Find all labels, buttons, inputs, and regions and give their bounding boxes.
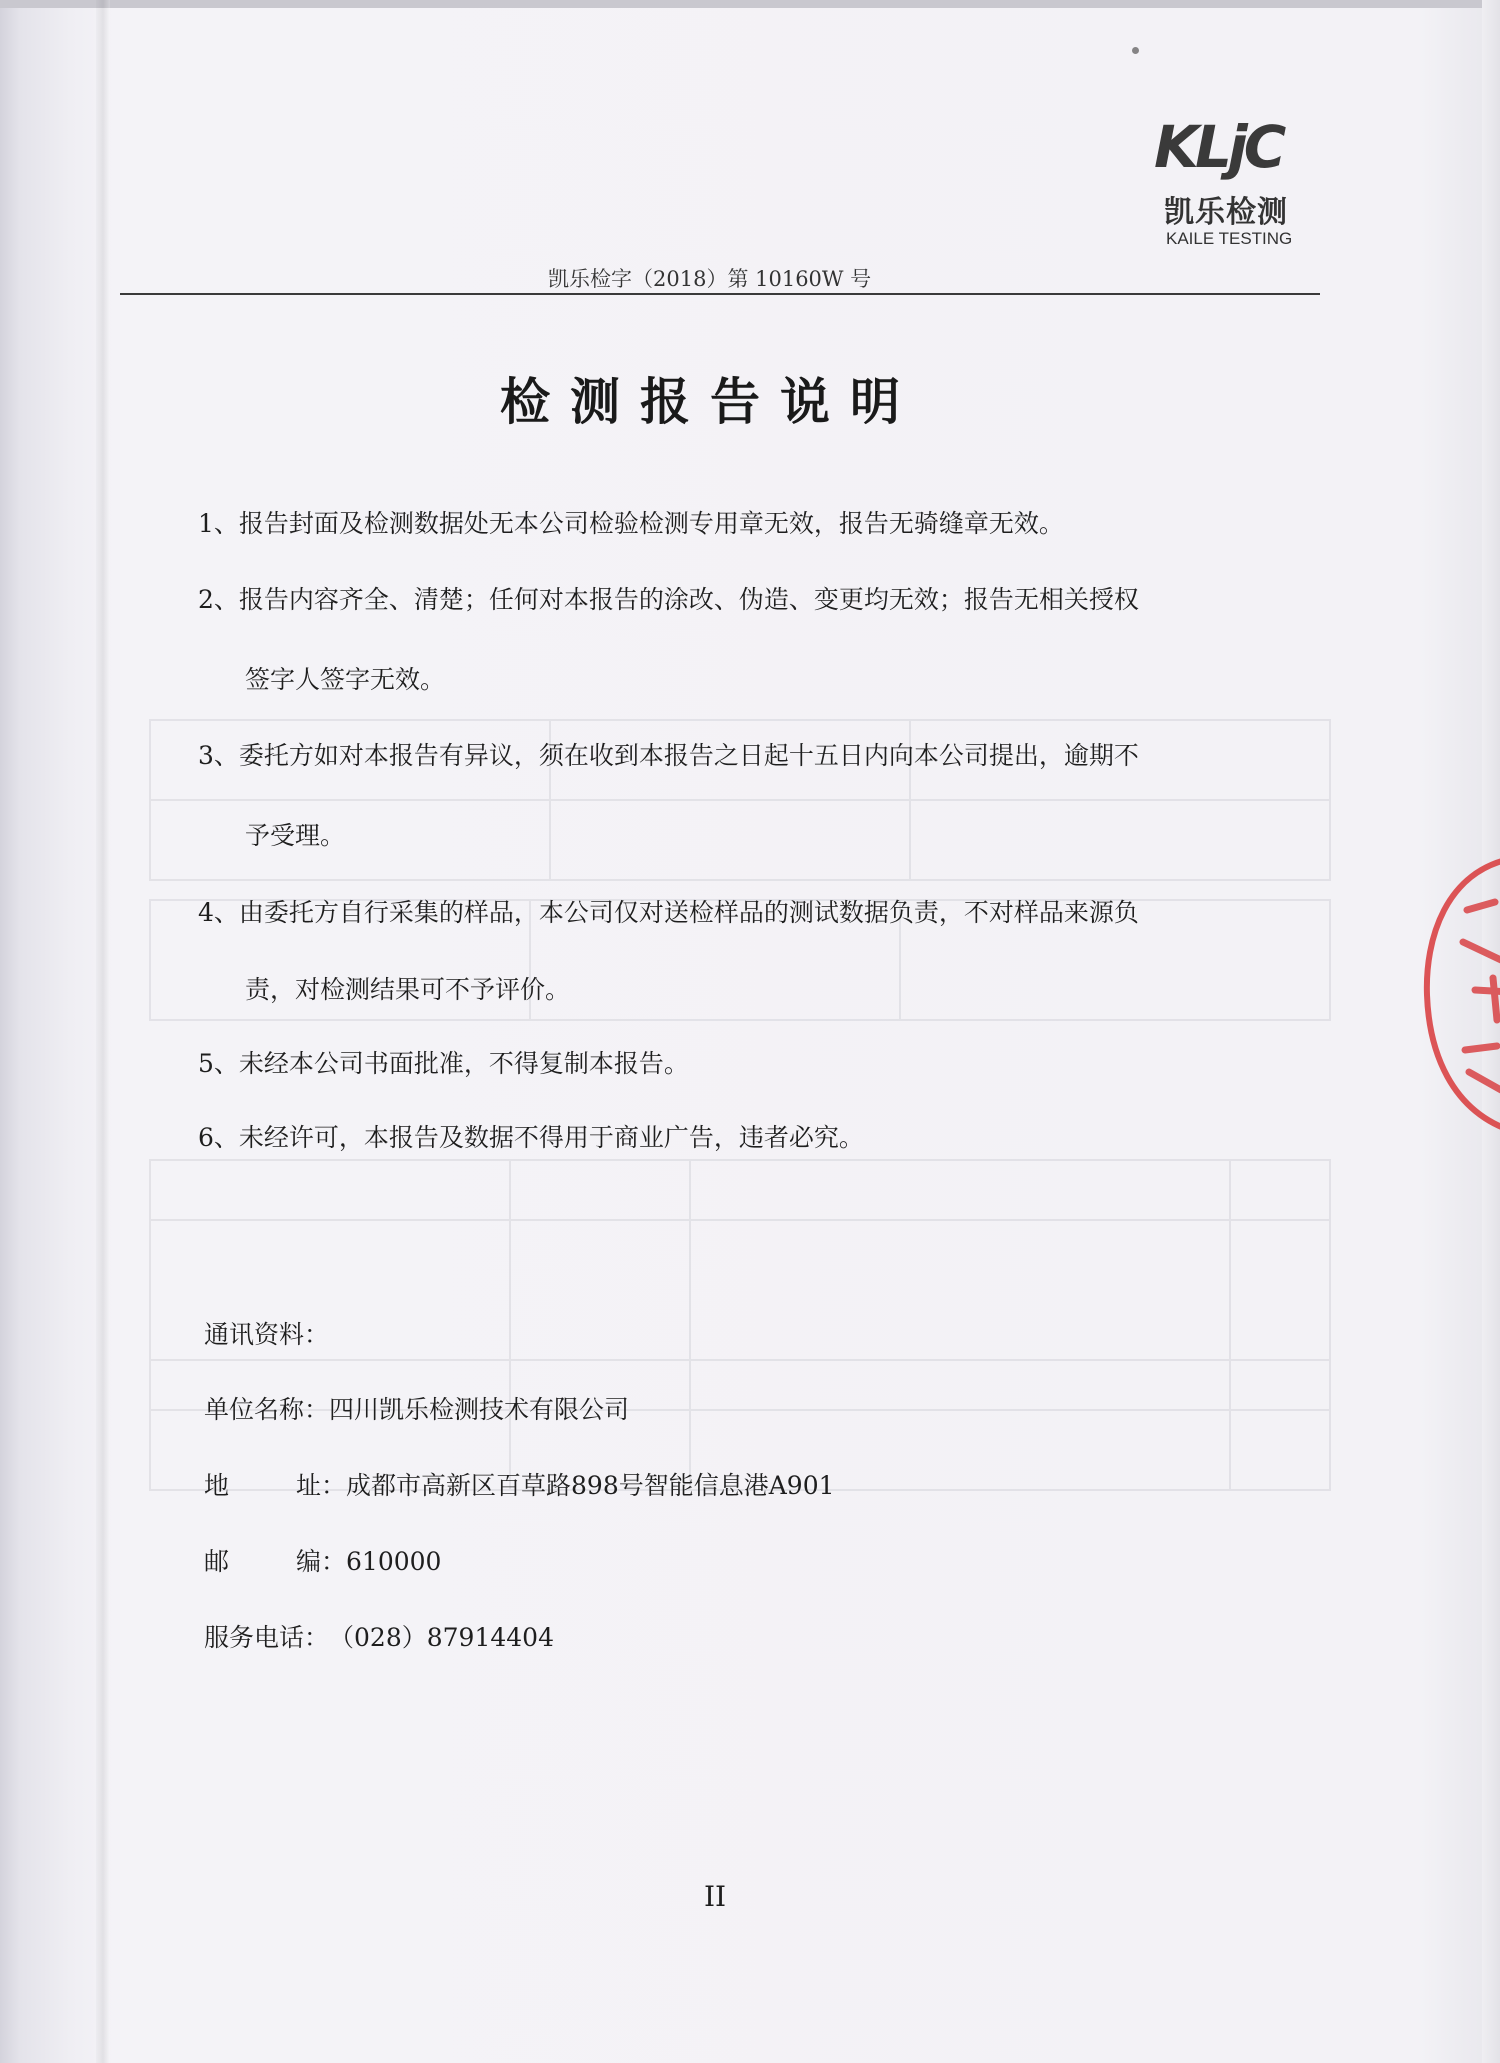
company-label: 单位名称：	[204, 1395, 330, 1424]
contact-address-row	[204, 1466, 835, 1502]
report-number: 凯乐检字（2018）第 10160W 号	[548, 267, 872, 291]
contact-company-row	[204, 1390, 629, 1426]
clause-5: 5、未经本公司书面批准，不得复制本报告。	[198, 1049, 689, 1078]
postcode-label-part2: 编：	[296, 1547, 347, 1576]
clause-4-continued: 责，对检测结果可不予评价。	[245, 975, 571, 1004]
binding-fold	[96, 0, 110, 2063]
clause-4: 4、由委托方自行采集的样品，本公司仅对送检样品的测试数据负责，不对样品来源负	[198, 898, 1139, 927]
clause-2-continued: 签字人签字无效。	[245, 665, 446, 694]
clause-2: 2、报告内容齐全、清楚；任何对本报告的涂改、伪造、变更均无效；报告无相关授权	[198, 585, 1139, 614]
address-value: 成都市高新区百草路898号智能信息港A901	[346, 1471, 835, 1500]
logo-chinese-name: 凯乐检测	[1164, 195, 1288, 230]
phone-value: （028）87914404	[329, 1623, 554, 1652]
company-name: 四川凯乐检测技术有限公司	[329, 1395, 630, 1424]
clause-3-continued: 予受理。	[245, 821, 346, 850]
postcode-value: 610000	[346, 1547, 442, 1576]
official-seal-partial	[1405, 850, 1500, 1140]
dust-speck	[1132, 47, 1139, 54]
company-logo	[1150, 115, 1320, 255]
clause-1: 1、报告封面及检测数据处无本公司检验检测专用章无效，报告无骑缝章无效。	[198, 509, 1064, 538]
clause-6: 6、未经许可，本报告及数据不得用于商业广告，违者必究。	[198, 1123, 864, 1152]
postcode-label-part1: 邮	[204, 1547, 230, 1576]
svg-text:KLjC: KLjC	[1154, 115, 1283, 181]
header-divider	[120, 293, 1320, 295]
page-number: II	[703, 1880, 727, 1913]
scan-top-edge	[0, 0, 1500, 8]
address-label-part2: 址：	[296, 1471, 347, 1500]
contact-phone-row	[204, 1618, 554, 1654]
address-label-part1: 地	[204, 1471, 230, 1500]
phone-label: 服务电话：	[204, 1623, 330, 1652]
contact-heading: 通讯资料：	[204, 1320, 330, 1349]
contact-postcode-row	[204, 1542, 441, 1578]
logo-english-name: KAILE TESTING	[1166, 229, 1293, 248]
clause-3: 3、委托方如对本报告有异议，须在收到本报告之日起十五日内向本公司提出，逾期不	[198, 741, 1139, 770]
page-title: 检测报告说明	[500, 373, 920, 431]
kljc-logo-mark	[1154, 115, 1314, 185]
